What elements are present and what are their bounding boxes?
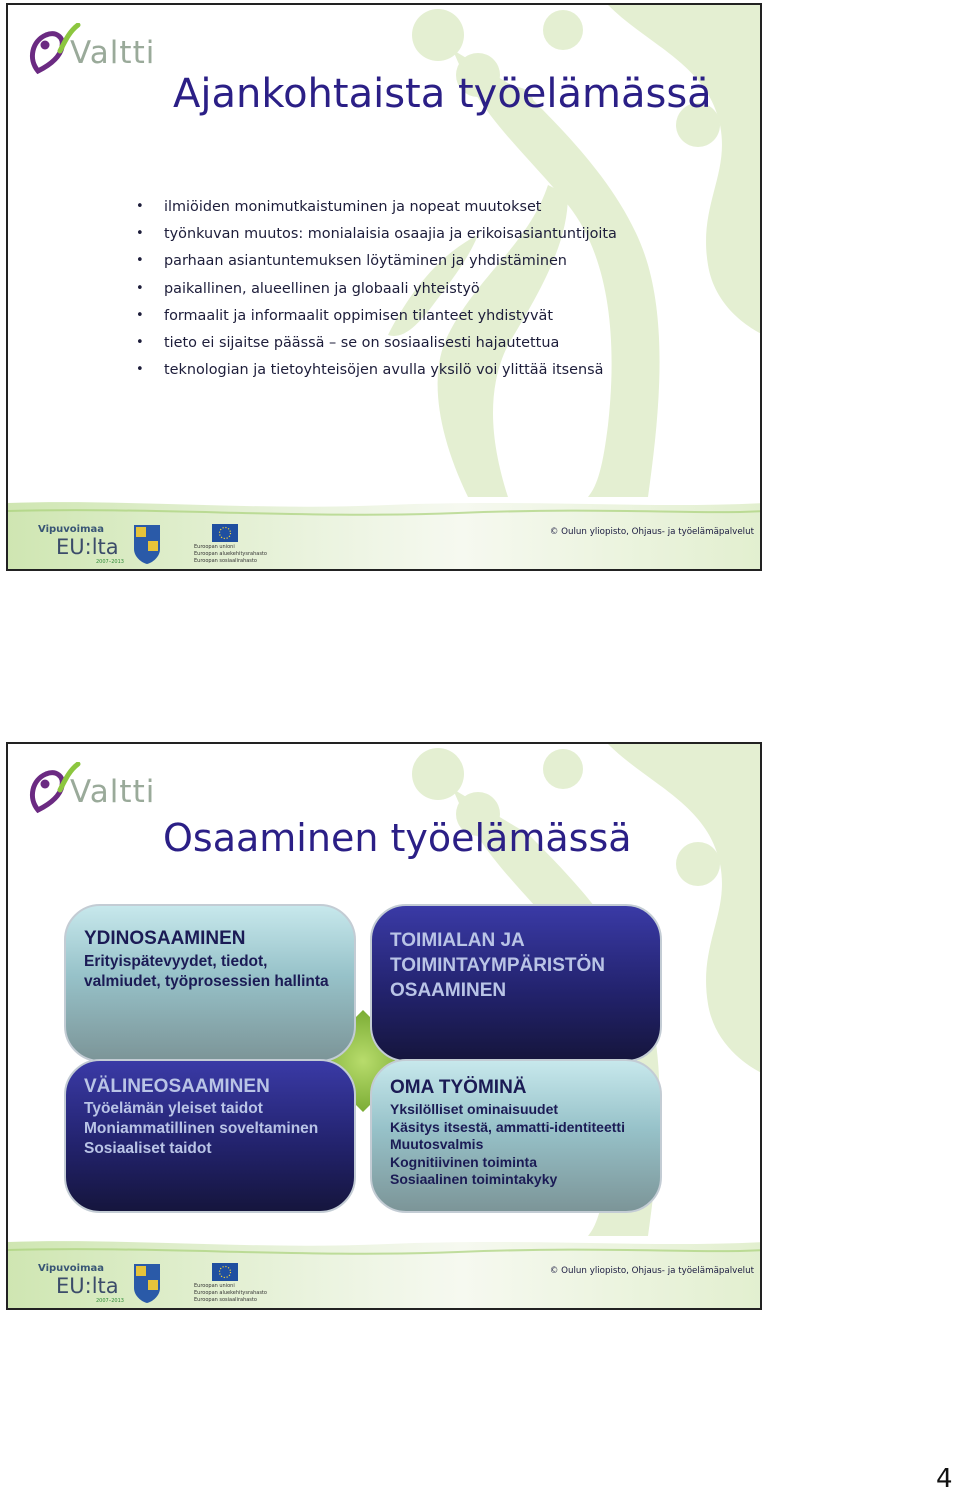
bullet-item: • tieto ei sijaitse päässä – se on sosiaalisesti hajautettua [136, 333, 617, 360]
eu-label-line: Euroopan unioni [194, 544, 235, 550]
bullet-item: • teknologian ja tietoyhteisöjen avulla yksilö voi ylittää itsensä [136, 360, 617, 387]
vipuvoimaa-label: Vipuvoimaa [38, 524, 105, 535]
box-line: Muutosvalmis [390, 1136, 484, 1153]
slide-title: Osaaminen työelämässä [163, 816, 632, 860]
eu-flag-icon [212, 524, 238, 542]
box-title-line: TOIMIALAN JA [390, 930, 525, 951]
years-label: 2007–2013 [96, 559, 124, 565]
box-line: Sosiaaliset taidot [84, 1140, 212, 1157]
slide-1 [6, 3, 762, 571]
box-line: Käsitys itsestä, ammatti-identiteetti [390, 1118, 625, 1135]
eu-label-line: Euroopan sosiaalirahasto [194, 1297, 257, 1303]
bullet-item: • ilmiöiden monimutkaistuminen ja nopeat muutokset [136, 197, 617, 224]
box-title: VÄLINEOSAAMINEN [84, 1076, 270, 1097]
box-line: Yksilölliset ominaisuudet [390, 1101, 559, 1117]
box-line: Erityispätevyydet, tiedot, [84, 953, 268, 970]
coat-of-arms-icon [132, 1262, 162, 1304]
box-title: YDINOSAAMINEN [84, 928, 246, 949]
bullet-list [136, 197, 617, 387]
page-number: 4 [936, 1464, 953, 1494]
logo-wordmark: Valtti [70, 774, 156, 810]
box-toimialan-osaaminen [370, 904, 662, 1062]
eu-flag-icon [212, 1263, 238, 1281]
bullet-item: • formaalit ja informaalit oppimisen tilanteet yhdistyvät [136, 306, 617, 333]
box-line: Työelämän yleiset taidot [84, 1100, 263, 1117]
copyright-text: © Oulun yliopisto, Ohjaus- ja työelämäpalvelut [549, 1266, 754, 1276]
eu-lta-label: EU:lta [56, 1274, 119, 1298]
logo-wordmark: Valtti [70, 35, 156, 71]
copyright-text: © Oulun yliopisto, Ohjaus- ja työelämäpalvelut [549, 527, 754, 537]
box-title: OMA TYÖMINÄ [390, 1077, 527, 1098]
box-line: Sosiaalinen toimintakyky [390, 1171, 558, 1188]
box-oma-tyomina [370, 1059, 662, 1213]
box-title-line: TOIMINTAYMPÄRISTÖN [390, 955, 605, 976]
bullet-item: • paikallinen, alueellinen ja globaali yhteistyö [136, 279, 617, 306]
box-title-line: OSAAMINEN [390, 980, 507, 1001]
eu-label-line: Euroopan sosiaalirahasto [194, 558, 257, 564]
box-ydinosaaminen [64, 904, 356, 1062]
eu-lta-label: EU:lta [56, 535, 119, 559]
bullet-item: • parhaan asiantuntemuksen löytäminen ja yhdistäminen [136, 251, 617, 278]
box-line: Kognitiivinen toiminta [390, 1153, 537, 1170]
eu-label-line: Euroopan aluekehitysrahasto [194, 1290, 267, 1296]
eu-label-line: Euroopan aluekehitysrahasto [194, 551, 267, 557]
slide-2 [6, 742, 762, 1310]
years-label: 2007–2013 [96, 1298, 124, 1304]
box-line: Moniammatillinen soveltaminen [84, 1120, 319, 1137]
box-valineosaaminen [64, 1059, 356, 1213]
box-line: valmiudet, työprosessien hallinta [84, 973, 329, 990]
eu-label-line: Euroopan unioni [194, 1283, 235, 1289]
vipuvoimaa-label: Vipuvoimaa [38, 1263, 105, 1274]
bullet-item: • työnkuvan muutos: monialaisia osaajia ja erikoisasiantuntijoita [136, 224, 617, 251]
slide-title: Ajankohtaista työelämässä [173, 71, 712, 117]
coat-of-arms-icon [132, 523, 162, 565]
